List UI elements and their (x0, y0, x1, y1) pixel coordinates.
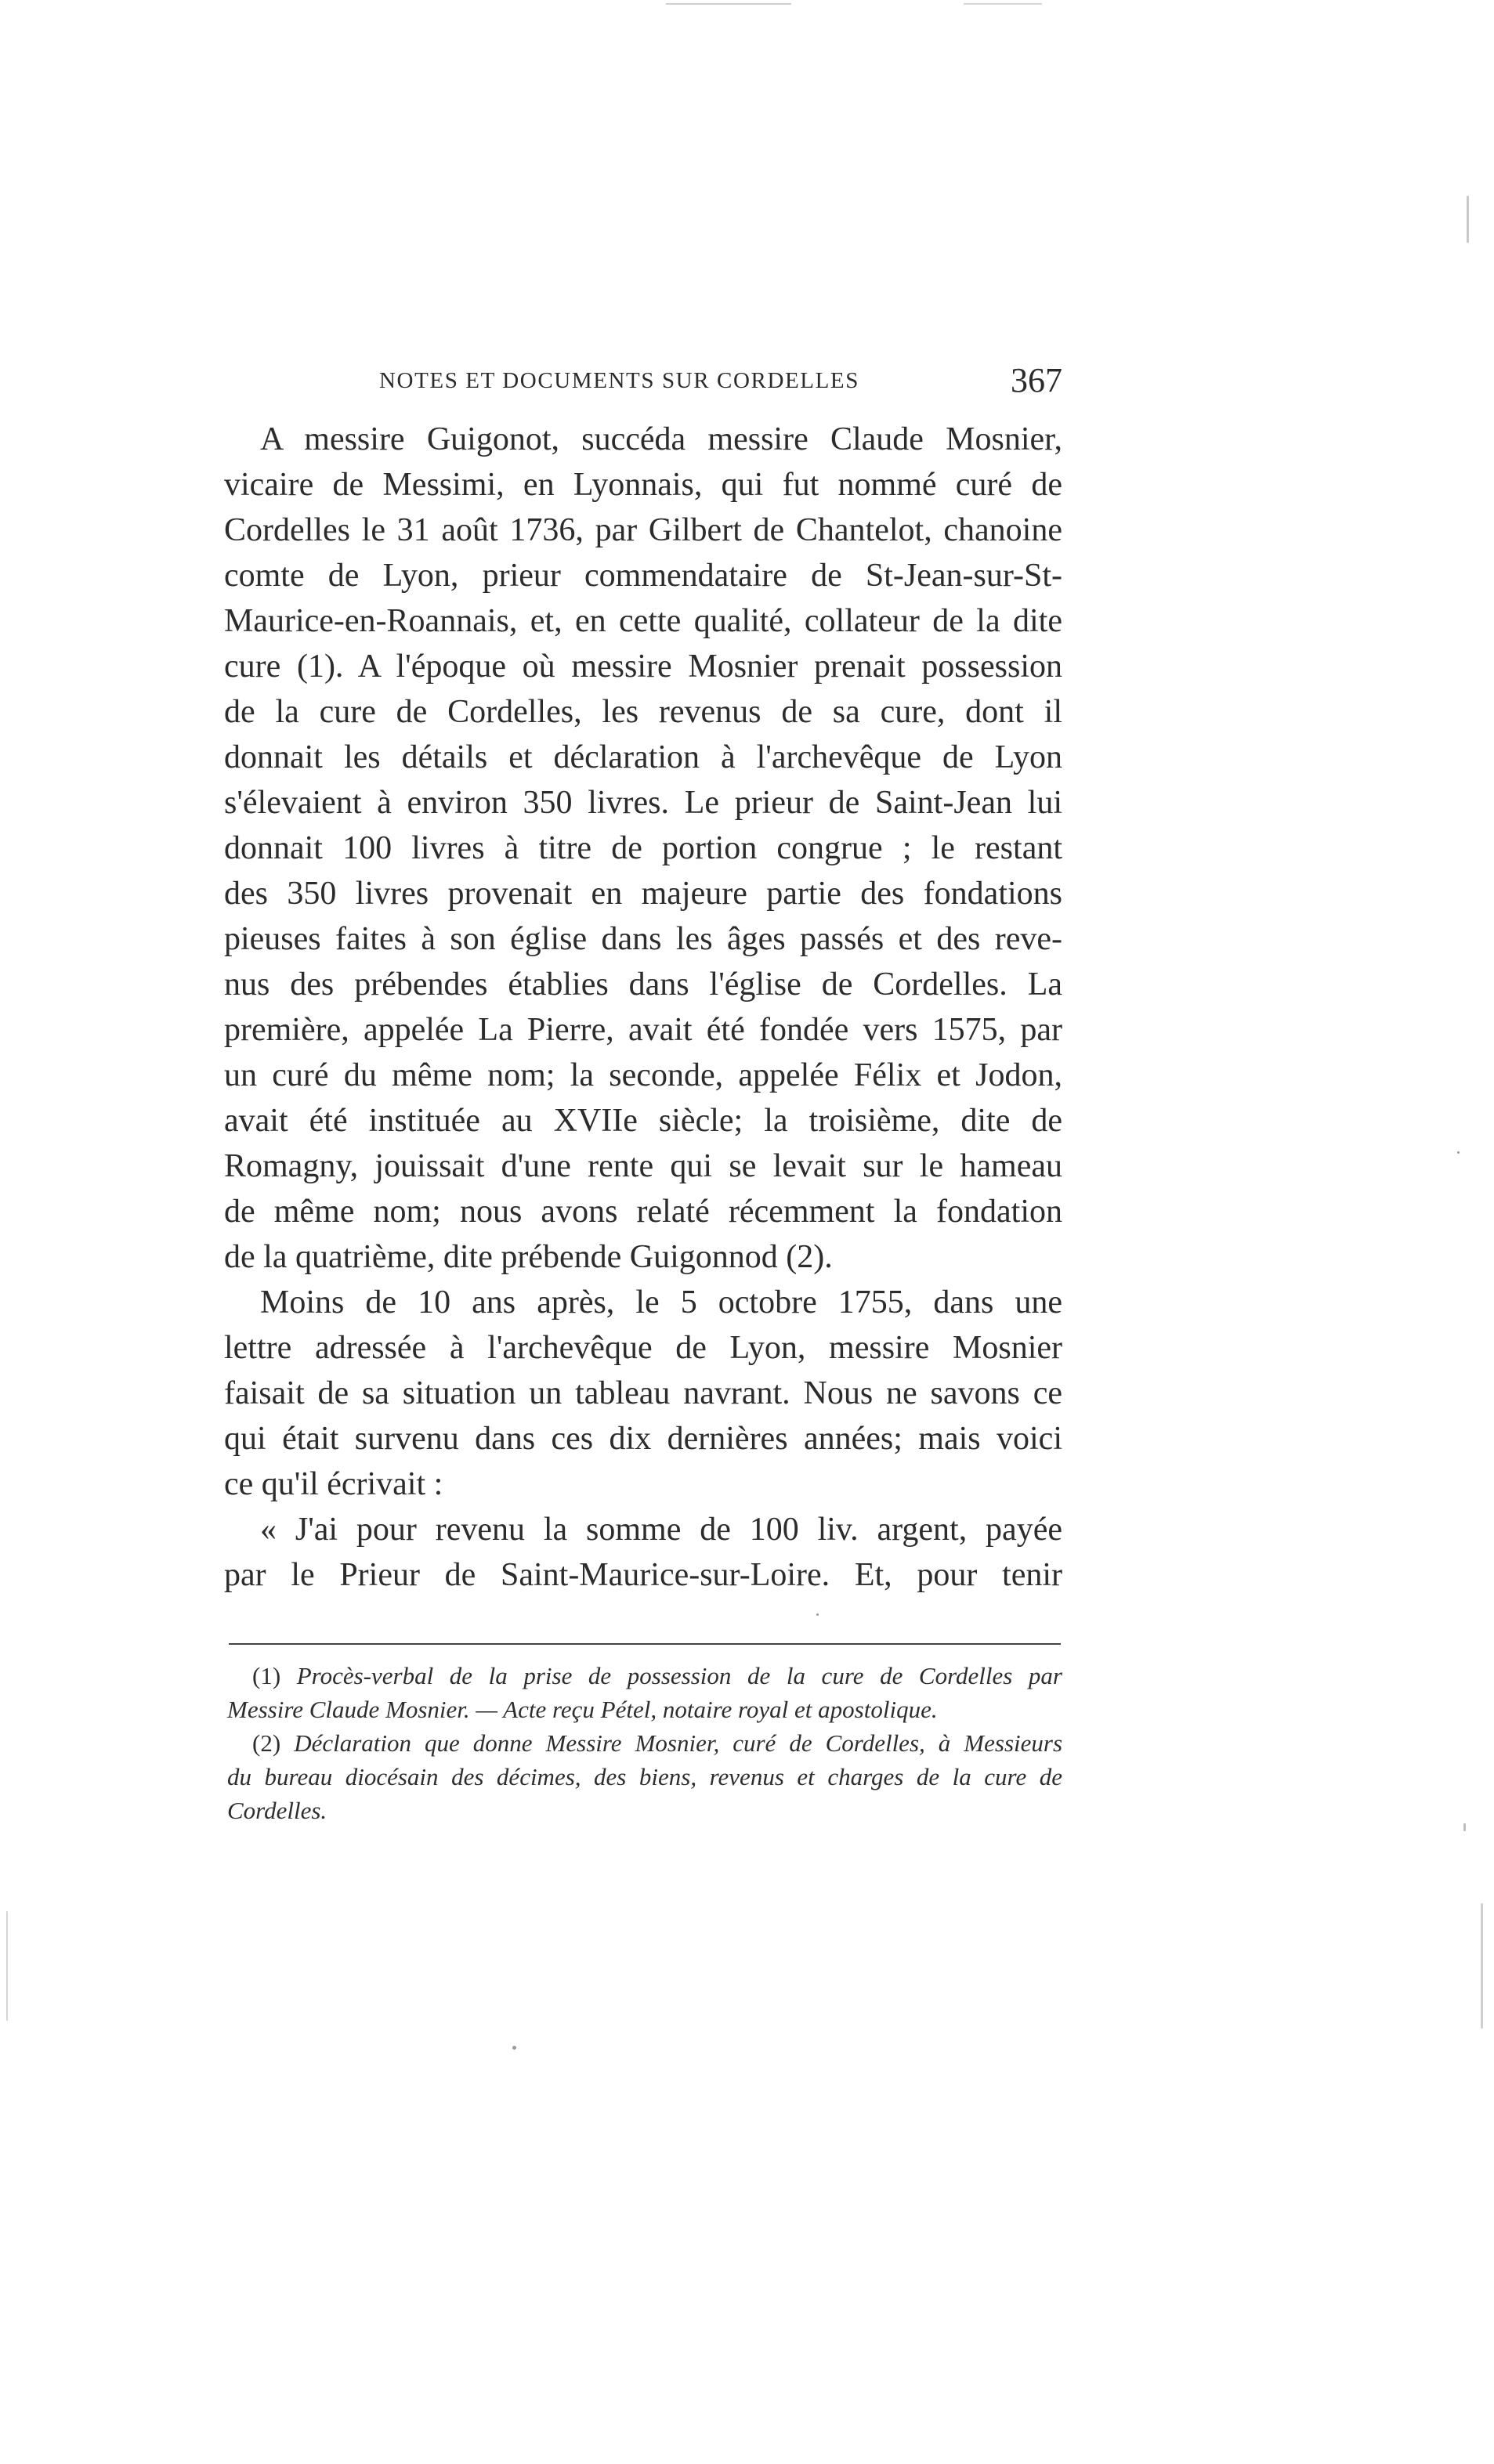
text-line: donnait 100 livres à titre de portion congrue ; le restant (224, 830, 1062, 866)
text-line: donnait les détails et déclaration à l'archevêque de Lyon (224, 739, 1062, 775)
scan-speck (512, 2046, 516, 2050)
text-line: comte de Lyon, prieur commendataire de St-Jean-sur-St- (224, 558, 1062, 594)
text-line: vicaire de Messimi, en Lyonnais, qui fut nommé curé de (224, 467, 1062, 503)
footnotes (227, 1659, 1062, 1827)
footnote-1-number: (1) (252, 1662, 281, 1689)
scan-speck (964, 3, 1042, 5)
text-line: de la cure de Cordelles, les revenus de sa cure, dont il (224, 694, 1062, 730)
text-line: un curé du même nom; la seconde, appelée Félix et Jodon, (224, 1057, 1062, 1093)
footnote-2-line: du bureau diocésain des décimes, des biens, revenus et charges de la cure de (227, 1763, 1062, 1790)
text-line: s'élevaient à environ 350 livres. Le prieur de Saint-Jean lui (224, 785, 1062, 821)
scan-speck (666, 3, 791, 5)
text-line: Moins de 10 ans après, le 5 octobre 1755, dans une (260, 1284, 1062, 1321)
footnote-2-text: Déclaration que donne Messire Mosnier, curé de Cordelles, à Messieurs (294, 1729, 1063, 1757)
footnote-2-number: (2) (252, 1729, 281, 1757)
text-line: qui était survenu dans ces dix dernières années; mais voici (224, 1421, 1062, 1457)
scan-speck (1481, 1903, 1483, 2029)
page-number: 367 (1011, 361, 1062, 399)
body-text (224, 417, 1062, 1598)
text-line: Maurice-en-Roannais, et, en cette qualité, collateur de la dite (224, 603, 1062, 639)
text-line: Cordelles le 31 août 1736, par Gilbert de Chantelot, chanoine (224, 512, 1062, 548)
scan-speck (1457, 1151, 1460, 1154)
text-line: avait été instituée au XVIIe siècle; la troisième, dite de (224, 1103, 1062, 1139)
text-line: pieuses faites à son église dans les âges passés et des reve- (224, 921, 1062, 957)
footnote-2-line: Cordelles. (227, 1797, 327, 1824)
text-line: « J'ai pour revenu la somme de 100 liv. argent, payée (260, 1512, 1062, 1548)
text-line: première, appelée La Pierre, avait été fondée vers 1575, par (224, 1012, 1062, 1048)
footnote-1-line: Messire Claude Mosnier. — Acte reçu Pétel, notaire royal et apostolique. (227, 1696, 938, 1723)
footnote-1-line (227, 1659, 1062, 1693)
scan-speck (6, 1911, 8, 2021)
text-line: de même nom; nous avons relaté récemment la fondation (224, 1194, 1062, 1230)
text-line: de la quatrième, dite prébende Guigonnod (2). (224, 1239, 833, 1275)
text-line: cure (1). A l'époque où messire Mosnier prenait possession (224, 649, 1062, 685)
scan-speck (816, 1613, 819, 1616)
text-line: des 350 livres provenait en majeure partie des fondations (224, 876, 1062, 912)
text-line: Romagny, jouissait d'une rente qui se levait sur le hameau (224, 1148, 1062, 1184)
text-line: lettre adressée à l'archevêque de Lyon, messire Mosnier (224, 1330, 1062, 1366)
text-line: A messire Guigonot, succéda messire Claude Mosnier, (260, 421, 1062, 457)
text-line: faisait de sa situation un tableau navrant. Nous ne savons ce (224, 1375, 1062, 1411)
footnote-2-line (227, 1726, 1062, 1760)
running-title: NOTES ET DOCUMENTS SUR CORDELLES (379, 368, 859, 393)
text-line: nus des prébendes établies dans l'église de Cordelles. La (224, 966, 1062, 1003)
text-line: ce qu'il écrivait : (224, 1466, 443, 1502)
scan-speck (1467, 196, 1469, 243)
scan-speck (1463, 1823, 1466, 1831)
footnote-1-text: Procès-verbal de la prise de possession de la cure de Cordelles par (296, 1662, 1062, 1689)
footnote-divider (229, 1643, 1061, 1645)
text-line: par le Prieur de Saint-Maurice-sur-Loire. Et, pour tenir (224, 1557, 1062, 1593)
running-head (224, 362, 1062, 409)
